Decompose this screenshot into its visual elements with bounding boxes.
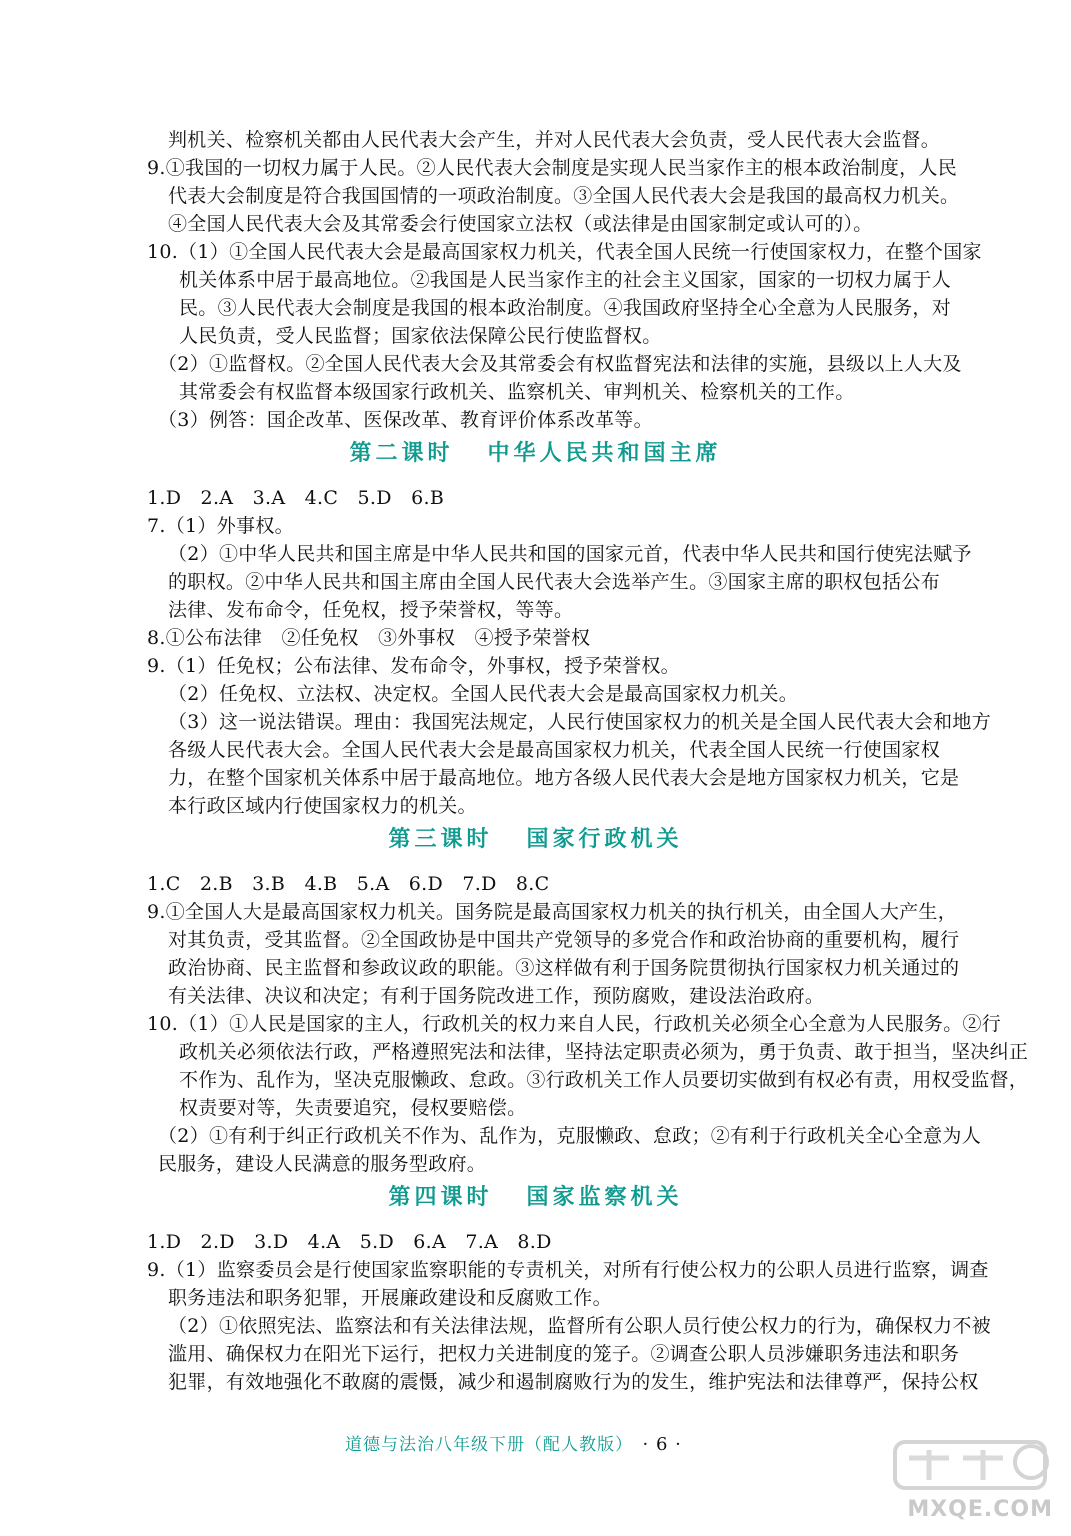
section-heading-4 [0,1180,1071,1211]
text-line: 的职权。②中华人民共和国主席由全国人民代表大会选举产生。③国家主席的职权包括公布 [168,571,941,593]
text-line: 法律、发布命令，任免权，授予荣誉权，等等。 [168,599,574,621]
text-line: 各级人民代表大会。全国人民代表大会是最高国家权力机关，代表全国人民统一行使国家权 [168,739,941,761]
text-line: （2）任免权、立法权、决定权。全国人民代表大会是最高国家权力机关。 [168,683,798,705]
text-line: 民服务，建设人民满意的服务型政府。 [158,1153,487,1175]
lesson-label: 第二课时 [349,441,454,466]
text-line: 犯罪，有效地强化不敢腐的震慑，减少和遏制腐败行为的发生，维护宪法和法律尊严，保持公权 [168,1371,979,1393]
book-title: 道德与法治八年级下册（配人教版） [345,1435,625,1455]
text-line: 力，在整个国家机关体系中居于最高地位。地方各级人民代表大会是地方国家权力机关，它是 [168,767,960,789]
text-line: 对其负责，受其监督。②全国政协是中国共产党领导的多党合作和政治协商的重要机构，履行 [168,929,960,951]
lesson-title: 中华人民共和国主席 [487,441,722,466]
text-line: 9.（1）监察委员会是行使国家监察职能的专责机关，对所有行使公权力的公职人员进行监察，调查 [147,1259,989,1281]
text-line: （2）①中华人民共和国主席是中华人民共和国的国家元首，代表中华人民共和国行使宪法赋予 [168,543,972,565]
text-line: 10.（1）①全国人民代表大会是最高国家权力机关，代表全国人民统一行使国家权力，在整个国家 [147,241,982,263]
lesson-label: 第四课时 [388,1185,493,1210]
text-line: 有关法律、决议和决定；有利于国务院改进工作，预防腐败，建设法治政府。 [168,985,825,1007]
text-line: 8.①公布法律 ②任免权 ③外事权 ④授予荣誉权 [147,627,591,649]
text-line: 1.C 2.B 3.B 4.B 5.A 6.D 7.D 8.C [147,873,550,895]
section-heading-3 [0,822,1071,853]
text-line: 政治协商、民主监督和参政议政的职能。③这样做有利于国务院贯彻执行国家权力机关通过的 [168,957,960,979]
text-line: 1.D 2.D 3.D 4.A 5.D 6.A 7.A 8.D [147,1231,552,1253]
text-line: 10.（1）①人民是国家的主人，行政机关的权力来自人民，行政机关必须全心全意为人民服务。②行 [147,1013,1002,1035]
lesson-label: 第三课时 [388,827,493,852]
page-number: · 6 · [642,1434,682,1455]
text-line: （2）①依照宪法、监察法和有关法律法规，监督所有公职人员行使公权力的行为，确保权力不被 [168,1315,991,1337]
text-line: 9.①我国的一切权力属于人民。②人民代表大会制度是实现人民当家作主的根本政治制度，人民 [147,157,958,179]
text-line: 代表大会制度是符合我国国情的一项政治制度。③全国人民代表大会是我国的最高权力机关。 [168,185,960,207]
lesson-title: 国家监察机关 [526,1185,683,1210]
text-line: （3）例答：国企改革、医保改革、教育评价体系改革等。 [158,409,653,431]
text-line: 滥用、确保权力在阳光下运行，把权力关进制度的笼子。②调查公职人员涉嫌职务违法和职务 [168,1343,960,1365]
text-line: 机关体系中居于最高地位。②我国是人民当家作主的社会主义国家，国家的一切权力属于人 [179,269,952,291]
text-line: ④全国人民代表大会及其常委会行使国家立法权（或法律是由国家制定或认可的）。 [168,213,873,235]
text-line: 7.（1）外事权。 [147,515,294,537]
text-line: 本行政区域内行使国家权力的机关。 [168,795,477,817]
text-line: 9.（1）任免权；公布法律、发布命令，外事权，授予荣誉权。 [147,655,680,677]
section-heading-2 [0,436,1071,467]
page-footer [345,1430,682,1455]
text-line: 政机关必须依法行政，严格遵照宪法和法律，坚持法定职责必须为，勇于负责、敢于担当，坚决纠正 [179,1041,1029,1063]
text-line: 人民负责，受人民监督；国家依法保障公民行使监督权。 [179,325,662,347]
lesson-title: 国家行政机关 [526,827,683,852]
text-line: 其常委会有权监督本级国家行政机关、监察机关、审判机关、检察机关的工作。 [179,381,855,403]
text-line: 不作为、乱作为，坚决克服懒政、怠政。③行政机关工作人员要切实做到有权必有责，用权受监督， [179,1069,1029,1091]
watermark-text: MXQE.COM [907,1497,1053,1522]
text-line: 民。③人民代表大会制度是我国的根本政治制度。④我国政府坚持全心全意为人民服务，对 [179,297,952,319]
text-line: 1.D 2.A 3.A 4.C 5.D 6.B [147,487,445,509]
text-line: 权责要对等，失责要追究，侵权要赔偿。 [179,1097,527,1119]
text-line: 判机关、检察机关都由人民代表大会产生，并对人民代表大会负责，受人民代表大会监督。 [168,129,941,151]
text-line: （3）这一说法错误。理由：我国宪法规定，人民行使国家权力的机关是全国人民代表大会和地方 [168,711,991,733]
text-line: 职务违法和职务犯罪，开展廉政建设和反腐败工作。 [168,1287,612,1309]
text-line: （2）①有利于纠正行政机关不作为、乱作为，克服懒政、怠政；②有利于行政机关全心全意为人 [158,1125,981,1147]
text-line: （2）①监督权。②全国人民代表大会及其常委会有权监督宪法和法律的实施，县级以上人大及 [158,353,962,375]
text-line: 9.①全国人大是最高国家权力机关。国务院是最高国家权力机关的执行机关，由全国人大产生， [147,901,958,923]
